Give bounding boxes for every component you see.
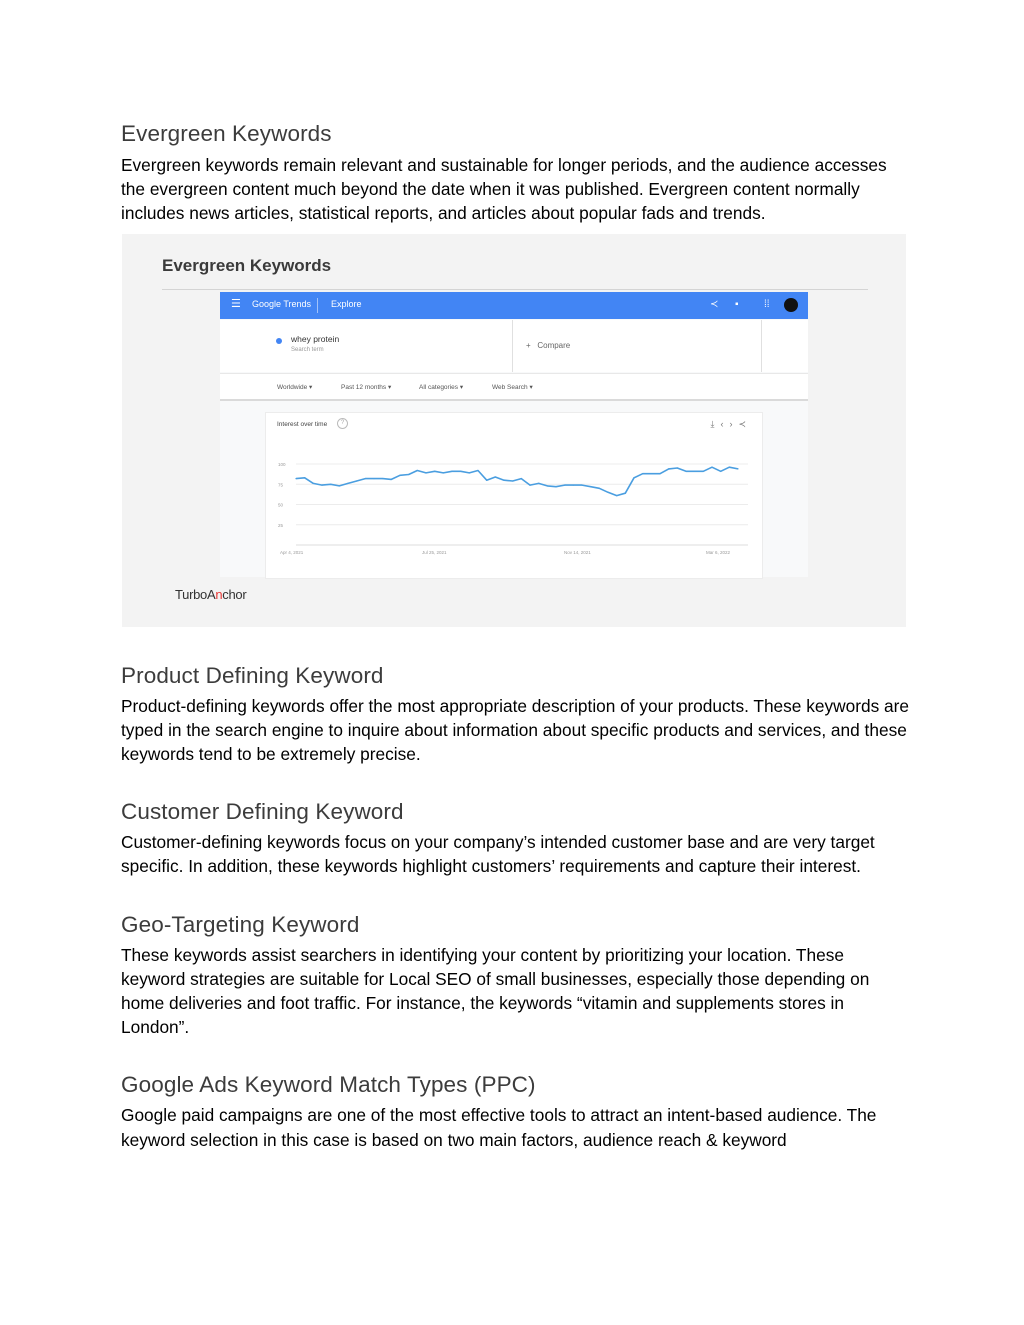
data-point xyxy=(382,478,383,479)
menu-icon: ☰ xyxy=(231,297,241,310)
evergreen-figure xyxy=(122,234,906,627)
data-point xyxy=(720,470,721,471)
y-tick-label: 75 xyxy=(278,481,284,487)
turboanchor-logo xyxy=(175,587,246,602)
filter-region: Worldwide ▾ xyxy=(277,383,313,391)
trends-filters xyxy=(220,373,808,401)
data-point xyxy=(642,473,643,474)
share-icon: ≺ xyxy=(738,418,752,429)
series-dot-icon xyxy=(276,338,282,344)
share-icon: ≺ xyxy=(710,298,719,310)
paragraph-ads: Google paid campaigns are one of the most effective tools to attract an intent-based audience. The keyword selection in this case is based on two main factors, audience reach & keyword xyxy=(121,1105,877,1150)
data-point xyxy=(339,485,340,486)
avatar xyxy=(784,298,798,312)
interest-chart xyxy=(266,413,762,578)
trends-brand: Google Trends xyxy=(252,298,312,309)
data-point xyxy=(408,474,409,475)
heading-geo: Geo-Targeting Keyword xyxy=(121,911,360,937)
compare-label: + Compare xyxy=(526,340,571,350)
data-point xyxy=(347,482,348,483)
data-point xyxy=(486,479,487,480)
filter-search-type: Web Search ▾ xyxy=(492,383,533,391)
search-term-sublabel: Search term xyxy=(291,346,324,353)
filter-category-label: All categories xyxy=(419,383,459,391)
data-point xyxy=(607,491,608,492)
x-tick-label: Apr 4, 2021 xyxy=(280,549,304,555)
data-point xyxy=(633,477,634,478)
heading-ads: Google Ads Keyword Match Types (PPC) xyxy=(121,1072,536,1098)
data-point xyxy=(529,484,530,485)
data-point xyxy=(538,482,539,483)
data-point xyxy=(659,473,660,474)
trends-search-row xyxy=(220,320,808,372)
data-point xyxy=(304,477,305,478)
data-point xyxy=(391,478,392,479)
data-point xyxy=(703,470,704,471)
filter-category: All categories ▾ xyxy=(419,383,464,391)
data-point xyxy=(503,479,504,480)
x-tick-label: Jul 25, 2021 xyxy=(422,549,447,555)
filter-region-label: Worldwide xyxy=(277,383,308,391)
data-point xyxy=(365,478,366,479)
heading-product: Product Defining Keyword xyxy=(121,662,384,688)
data-point xyxy=(555,486,556,487)
interest-over-time-card xyxy=(265,412,763,579)
apps-icon: ⁞⁞ xyxy=(764,298,770,310)
figure-title: Evergreen Keywords xyxy=(162,255,332,275)
data-point xyxy=(460,470,461,471)
data-point xyxy=(425,472,426,473)
section-product xyxy=(121,660,911,767)
logo-text-rest: chor xyxy=(222,586,247,602)
data-point xyxy=(711,466,712,467)
filter-time: Past 12 months ▾ xyxy=(341,383,392,391)
paragraph-product: Product-defining keywords offer the most appropriate description of your products. These keywords are typed in the search engine to inquire about information about specific products and services, and these keywords tend to be extremely precise. xyxy=(121,695,909,765)
card-title: Interest over time xyxy=(277,420,328,428)
y-tick-label: 50 xyxy=(278,502,284,508)
compare-cell xyxy=(513,320,762,372)
data-point xyxy=(469,472,470,473)
data-point xyxy=(668,468,669,469)
data-point xyxy=(590,486,591,487)
google-trends-screenshot xyxy=(220,292,808,577)
data-point xyxy=(729,466,730,467)
data-point xyxy=(685,470,686,471)
section-customer xyxy=(121,796,911,878)
search-term-cell xyxy=(220,320,513,372)
data-point xyxy=(477,470,478,471)
data-point xyxy=(399,474,400,475)
compare-text: Compare xyxy=(537,340,571,350)
data-point xyxy=(373,478,374,479)
paragraph-geo: These keywords assist searchers in identifying your content by prioritizing your location. These keyword strategies are suitable for Local SEO of small businesses, especially those depending on home deliveries and foot traffic. For instance, the keywords “vitamin and supplements stores in London”. xyxy=(121,944,870,1038)
paragraph-evergreen: Evergreen keywords remain relevant and sustainable for longer periods, and the audience accesses the evergreen content much beyond the date when it was published. Evergreen content normally includes news articles, statistical reports, and articles about popular fads and trends. xyxy=(121,155,887,224)
data-point xyxy=(356,480,357,481)
y-tick-label: 100 xyxy=(278,461,286,467)
series-line xyxy=(296,467,738,495)
download-icon: ⤓ xyxy=(710,418,721,429)
heading-customer: Customer Defining Keyword xyxy=(121,799,404,825)
data-point xyxy=(564,484,565,485)
logo-text-accent: n xyxy=(215,586,223,602)
figure-divider xyxy=(162,289,868,290)
data-point xyxy=(434,470,435,471)
feedback-icon: ▪ xyxy=(735,298,739,310)
search-term: whey protein xyxy=(291,333,340,344)
data-point xyxy=(443,472,444,473)
help-icon: ? xyxy=(337,418,348,429)
filter-time-label: Past 12 months xyxy=(341,383,387,391)
trends-header-bar xyxy=(220,292,808,319)
section-geo xyxy=(121,909,911,1040)
data-point xyxy=(295,478,296,479)
data-point xyxy=(651,473,652,474)
data-point xyxy=(313,482,314,483)
section-ads xyxy=(121,1069,911,1151)
document-page xyxy=(121,118,911,1152)
data-point xyxy=(625,492,626,493)
data-point xyxy=(677,467,678,468)
data-point xyxy=(599,487,600,488)
heading-evergreen: Evergreen Keywords xyxy=(121,121,332,146)
data-point xyxy=(616,495,617,496)
data-point xyxy=(512,480,513,481)
embed-icon: ‹› xyxy=(720,418,739,429)
section-evergreen xyxy=(121,118,911,226)
card-tools xyxy=(710,419,752,430)
data-point xyxy=(495,476,496,477)
tab-explore: Explore xyxy=(331,298,362,309)
data-point xyxy=(451,470,452,471)
x-tick-label: Nov 14, 2021 xyxy=(564,549,591,555)
header-separator xyxy=(317,298,318,313)
data-point xyxy=(694,470,695,471)
data-point xyxy=(330,483,331,484)
data-point xyxy=(547,485,548,486)
data-point xyxy=(737,468,738,469)
x-tick-label: Mar 6, 2022 xyxy=(706,549,731,555)
logo-text-main: TurboA xyxy=(175,586,216,602)
data-point xyxy=(581,484,582,485)
paragraph-customer: Customer-defining keywords focus on your company’s intended customer base and are very target specific. In addition, these keywords highlight customers’ requirements and capture their interest. xyxy=(121,832,875,877)
data-point xyxy=(417,470,418,471)
y-tick-label: 25 xyxy=(278,522,284,528)
filter-search-type-label: Web Search xyxy=(492,383,528,391)
data-point xyxy=(321,484,322,485)
data-point xyxy=(521,478,522,479)
data-point xyxy=(573,484,574,485)
